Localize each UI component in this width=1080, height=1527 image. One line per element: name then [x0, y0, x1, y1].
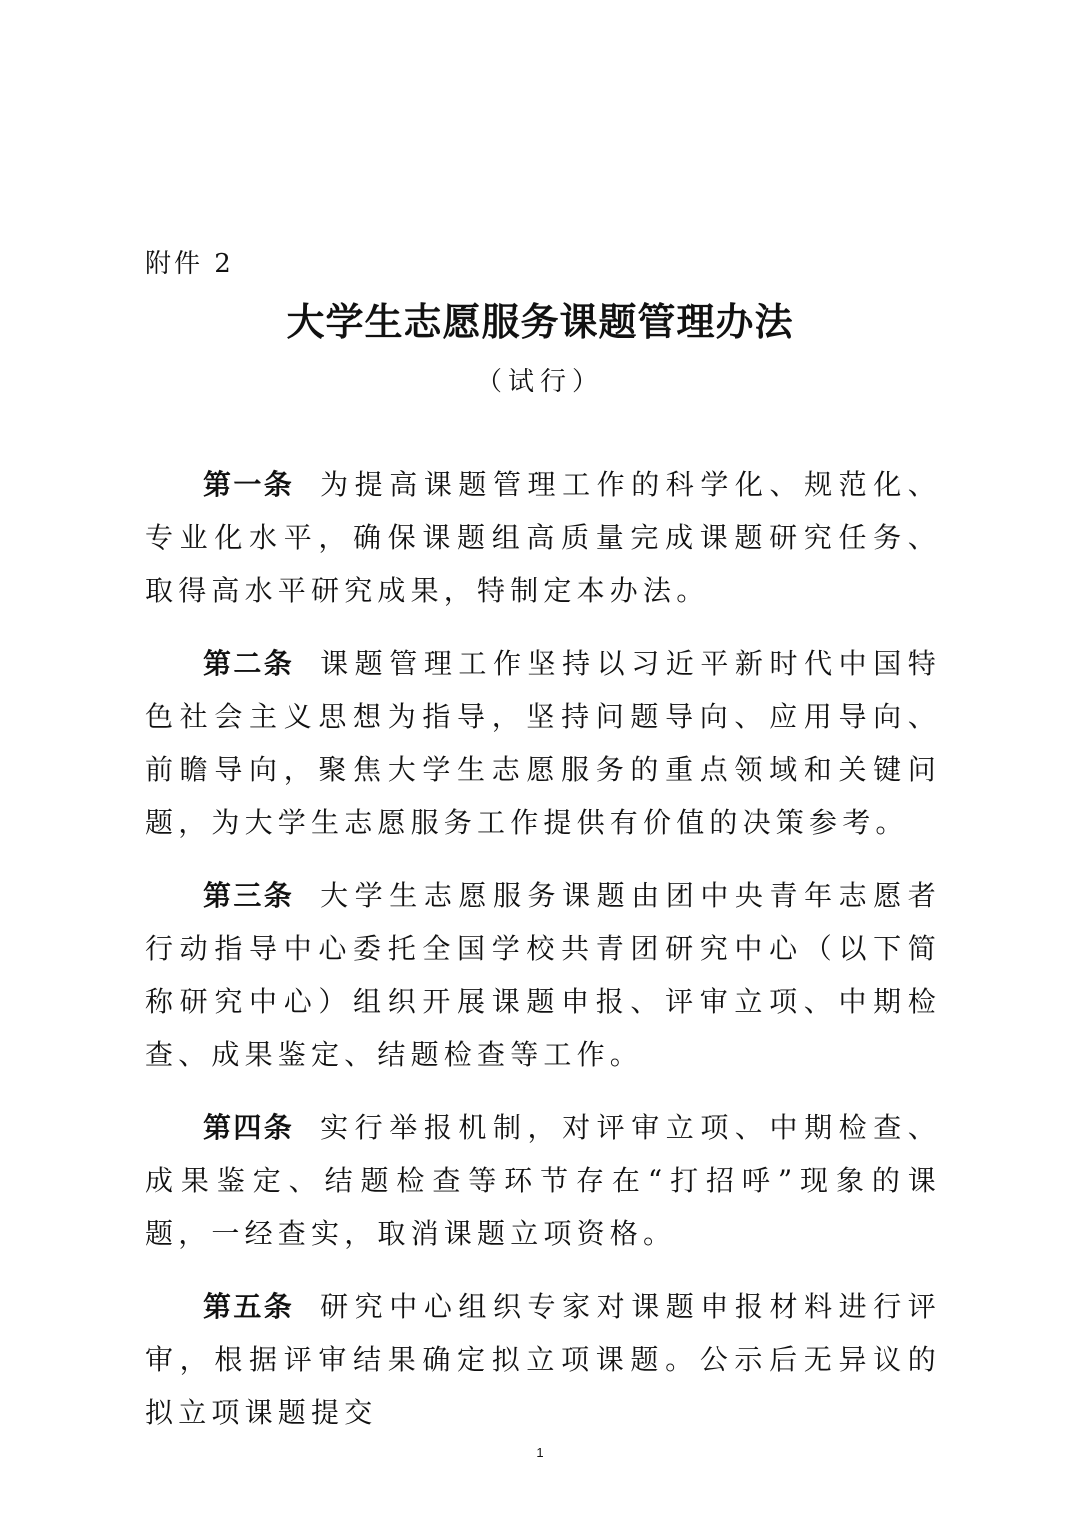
document-title: 大学生志愿服务课题管理办法 [286, 300, 794, 344]
article-number: 第五条 [203, 1290, 295, 1323]
article-text: 研究中心组织专家对课题申报材料进行评审，根据评审结果确定拟立项课题。公示后无异议的拟立项课题提交 [145, 1290, 941, 1429]
article-1 [145, 458, 941, 617]
document-body [145, 458, 941, 1459]
page-number: 1 [536, 1445, 544, 1460]
article-3 [145, 869, 941, 1081]
attachment-label: 附件 2 [145, 249, 234, 279]
article-text: 实行举报机制，对评审立项、中期检查、成果鉴定、结题检查等环节存在“打招呼”现象的课题，一经查实，取消课题立项资格。 [145, 1111, 941, 1250]
article-4 [145, 1101, 941, 1260]
article-2 [145, 637, 941, 849]
article-5 [145, 1280, 941, 1439]
document-subtitle: （试行） [475, 367, 604, 397]
article-text: 为提高课题管理工作的科学化、规范化、专业化水平，确保课题组高质量完成课题研究任务、取得高水平研究成果，特制定本办法。 [145, 468, 941, 607]
article-number: 第四条 [203, 1111, 295, 1144]
article-number: 第二条 [203, 647, 295, 680]
article-text: 大学生志愿服务课题由团中央青年志愿者行动指导中心委托全国学校共青团研究中心（以下简称研究中心）组织开展课题申报、评审立项、中期检查、成果鉴定、结题检查等工作。 [145, 879, 941, 1071]
article-text: 课题管理工作坚持以习近平新时代中国特色社会主义思想为指导，坚持问题导向、应用导向、前瞻导向，聚焦大学生志愿服务的重点领域和关键问题，为大学生志愿服务工作提供有价值的决策参考。 [145, 647, 941, 839]
article-number: 第一条 [203, 468, 295, 501]
article-number: 第三条 [203, 879, 295, 912]
